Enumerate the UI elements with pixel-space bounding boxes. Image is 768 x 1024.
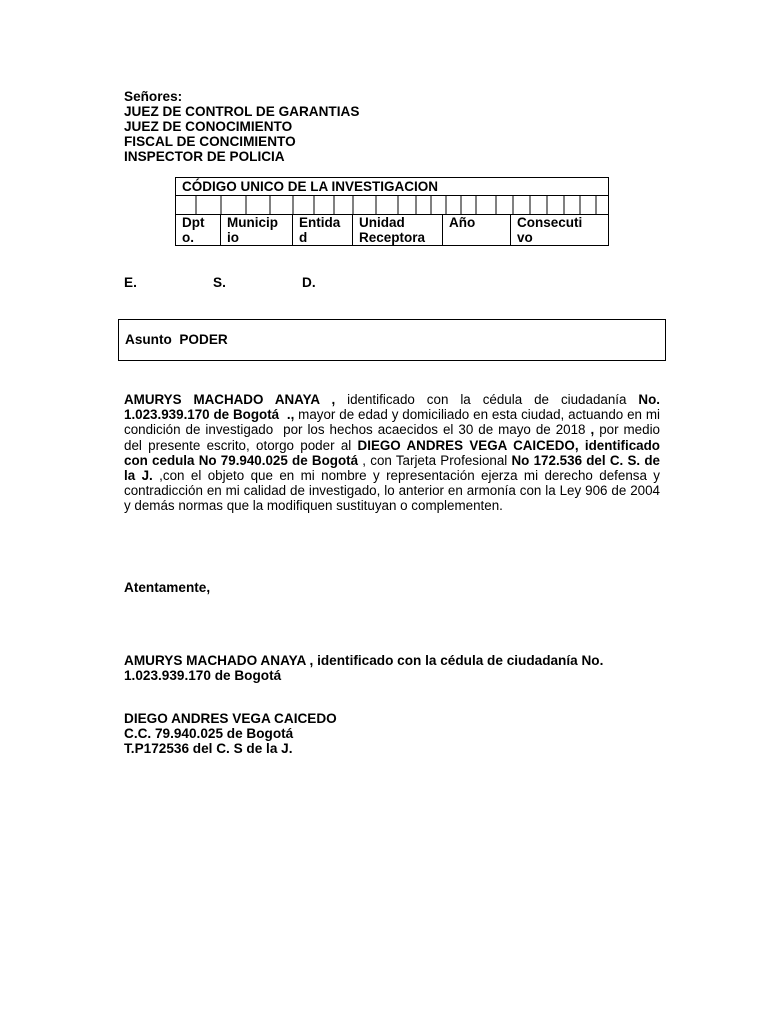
grantor-name: AMURYS MACHADO ANAYA ,	[124, 392, 336, 407]
attorney-signature	[124, 711, 337, 756]
recipient-line: INSPECTOR DE POLICIA	[124, 149, 285, 164]
grantor-signature	[124, 653, 603, 683]
code-label-dpto: Dpt o.	[176, 215, 221, 246]
recipients-block	[124, 89, 359, 164]
grantor-signature-line2: 1.023.939.170 de Bogotá	[124, 668, 282, 683]
attorney-license: No 172.536 del C. S. de la J.	[124, 452, 660, 484]
code-boxes	[176, 196, 609, 214]
code-label-consecutivo: Consecuti vo	[511, 215, 609, 246]
code-label-municipio: Municip io	[221, 215, 293, 246]
investigation-code-table	[175, 177, 609, 246]
subject-text: Asunto PODER	[125, 332, 228, 347]
grantor-id: No. 1.023.939.170 de Bogotá .,	[124, 392, 664, 423]
attorney-tp: T.P172536 del C. S de la J.	[124, 741, 293, 756]
grantor-signature-line1: AMURYS MACHADO ANAYA , identificado con la cédula de ciudadanía No.	[124, 653, 604, 668]
recipient-line: JUEZ DE CONTROL DE GARANTIAS	[124, 104, 360, 119]
code-label-entidad: Entida d	[293, 215, 353, 246]
esd-e: E.	[124, 275, 137, 290]
code-label-ano: Año	[443, 215, 511, 246]
esd-s: S.	[213, 275, 226, 290]
power-of-attorney-paragraph: AMURYS MACHADO ANAYA , identificado con la cédula de ciudadanía No. 1.023.939.170 de Bogotá ., mayor de edad y domiciliado en esta ciudad, actuando en mi condición de investigado por los hechos acaecidos el 30 de mayo de 2018 , por medio del presente escrito, otorgo poder al DIEGO ANDRES VEGA CAICEDO, identificado con cedula No 79.940.025 de Bogotá , con Tarjeta Profesional No 172.536 del C. S. de la J. ,con el objeto que en mi nombre y representación ejerza mi derecho defensa y contradicción en mi calidad de investigado, lo anterior en armonía con la Ley 906 de 2004 y demás normas que la modifiquen sustituyan o complementen.	[124, 392, 664, 514]
code-boxes-row	[176, 196, 609, 215]
attorney-cc: C.C. 79.940.025 de Bogotá	[124, 726, 294, 741]
salutation: Señores:	[124, 89, 183, 104]
recipient-line: FISCAL DE CONCIMIENTO	[124, 134, 296, 149]
code-table-title: CÓDIGO UNICO DE LA INVESTIGACION	[176, 178, 609, 196]
attorney-name-id: DIEGO ANDRES VEGA CAICEDO, identificado con cedula No 79.940.025 de Bogotá	[124, 437, 660, 468]
subject-box	[118, 319, 666, 361]
recipient-line: JUEZ DE CONOCIMIENTO	[124, 119, 293, 134]
closing: Atentamente,	[124, 580, 211, 595]
code-label-unidad-receptora: Unidad Receptora	[353, 215, 443, 246]
esd-d: D.	[302, 275, 316, 290]
attorney-name: DIEGO ANDRES VEGA CAICEDO	[124, 711, 337, 726]
